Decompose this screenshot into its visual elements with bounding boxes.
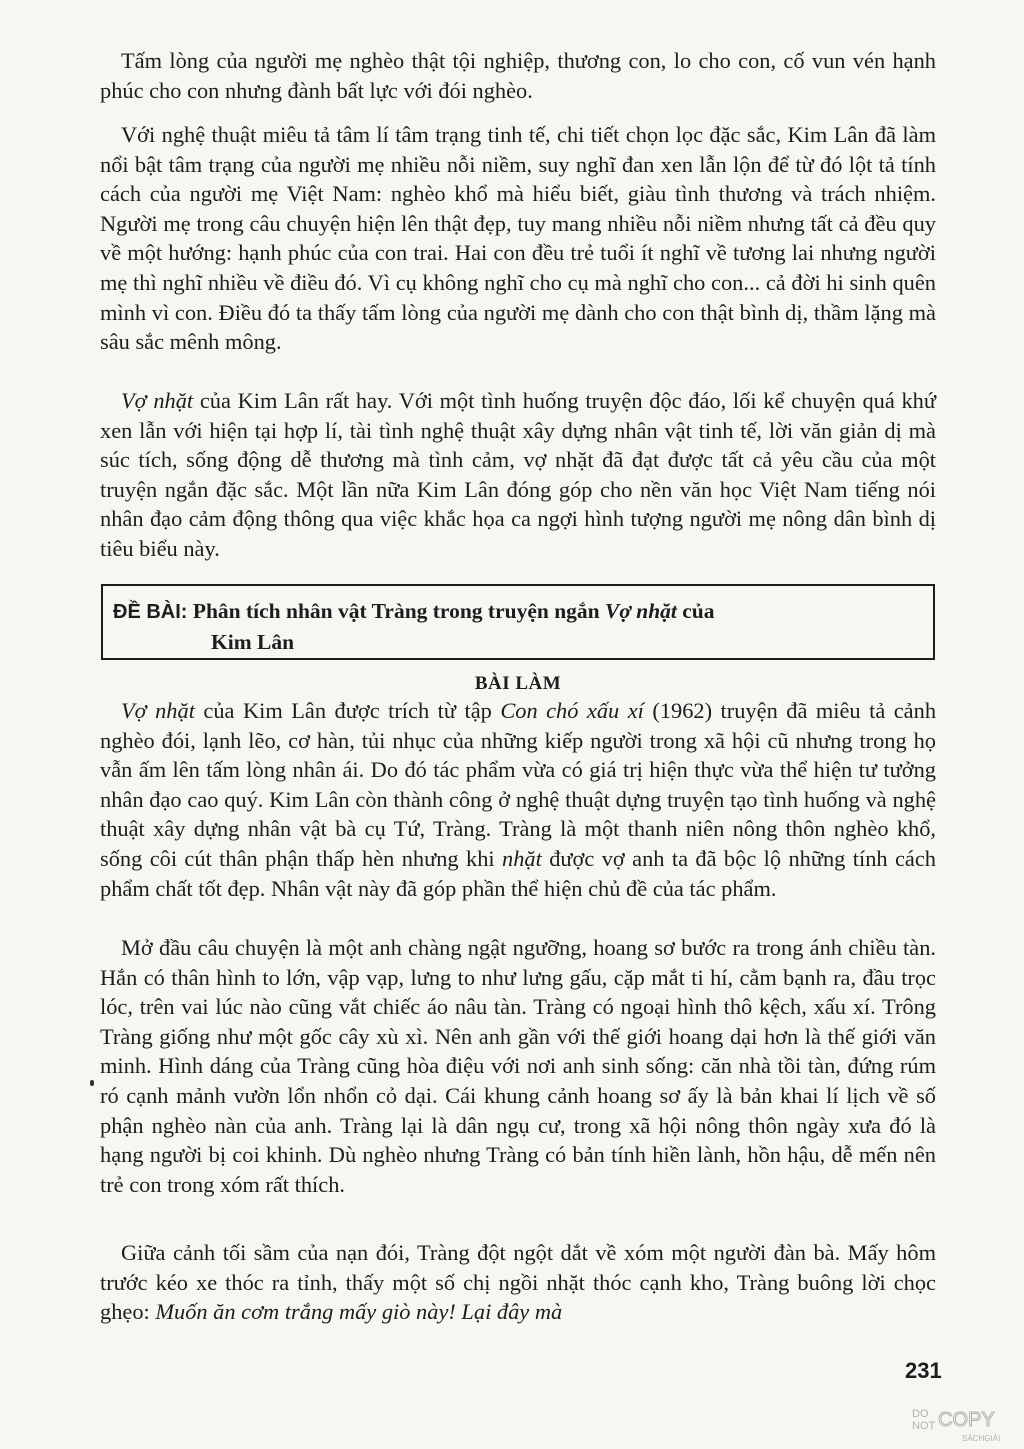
answer-paragraph-appearance (100, 933, 936, 1199)
page-number: 231 (905, 1358, 942, 1383)
prompt-text-part1: Phân tích nhân vật Tràng trong truyện ngắn (192, 599, 605, 623)
text-segment: của Kim Lân được trích từ tập (194, 698, 501, 723)
text-segment: (1962) truyện đã miêu tả cảnh nghèo đói, lạnh lẽo, cơ hàn, tủi nhục của những kiếp người trong xã hội cũ nhưng trong họ vẫn ấm lên tấm lòng nhân ái. Do đó tác phẩm vừa có giá trị hiện thực vừa thể hiện tư tưởng nhân đạo cao quý. Kim Lân còn thành công ở nghệ thuật dựng truyện tạo tình huống và nghệ thuật xây dựng nhân vật bà cụ Tứ, Tràng. Tràng là một thanh niên nông thôn nghèo khổ, sống côi cút thân phận thấp hèn nhưng khi (100, 698, 937, 871)
text-segment: Giữa cảnh tối sầm của nạn đói, Tràng đột ngột dắt về xóm một người đàn bà. Mấy hôm trước kéo xe thóc ra tỉnh, thấy một số chị ngồi nhặt thóc cạnh kho, Tràng buông lời chọc ghẹo: (100, 1240, 936, 1325)
watermark-brand: SÁCHGIẢI (962, 1434, 1001, 1443)
italic-text-segment: Muốn ăn cơm trắng mấy giò này! Lại đây mà (155, 1299, 563, 1325)
italic-text-segment: Vợ nhặt (121, 388, 194, 413)
paragraph-conclusion (100, 386, 936, 564)
text-segment: Với nghệ thuật miêu tả tâm lí tâm trạng tinh tế, chi tiết chọn lọc đặc sắc, Kim Lân đã làm nổi bật tâm trạng của người mẹ nhiều nỗi niềm, suy nghĩ đan xen lẫn lộn để từ đó lột tả tính cách của người mẹ Việt Nam: nghèo khổ mà hiểu biết, giàu tình thương và trách nhiệm. Người mẹ trong câu chuyện hiện lên thật đẹp, tuy mang nhiều nỗi niềm nhưng tất cả đều quy về một hướng: hạnh phúc của con trai. Hai con đều trẻ tuổi ít nghĩ về tương lai nhưng người mẹ thì nghĩ nhiều về điều đó. Vì cụ không nghĩ cho cụ mà nghĩ cho con... cả đời hi sinh quên mình vì con. Điều đó ta thấy tấm lòng của người mẹ dành cho con thật bình dị, thầm lặng mà sâu sắc mênh mông. (100, 122, 936, 355)
paragraph-mother-heart (100, 46, 936, 105)
text-segment: được vợ anh ta đã bộc lộ những tính cách phẩm chất tốt đẹp. Nhân vật này đã góp phần thể hiện chủ đề của tác phẩm. (100, 845, 937, 901)
assignment-prompt-box (101, 584, 935, 660)
watermark-logo (910, 1404, 1018, 1444)
text-segment: Mở đầu câu chuyện là một anh chàng ngật ngưỡng, hoang sơ bước ra trong ánh chiều tàn. Hắn có thân hình to lớn, vập vạp, lưng to như lưng gấu, cặp mắt ti hí, cằm bạnh ra, đầu trọc lóc, trên vai lúc nào cũng vắt chiếc áo nâu tàn. Tràng có ngoại hình thô kệch, xấu xí. Trông Tràng giống như một gốc cây xù xì. Nên anh gần với thế giới hoang dại hơn là thế giới văn minh. Hình dáng của Tràng cũng hòa điệu với nơi anh sinh sống: căn nhà tồi tàn, đứng rúm ró cạnh mảnh vườn lổn nhổn cỏ dại. Cái khung cảnh hoang sơ ấy là bản khai lí lịch về số phận nghèo nàn của anh. Tràng lại là dân ngụ cư, trong xã hội nông thôn ngày xưa đó là hạng người bị coi khinh. Dù nghèo nhưng Tràng có bản tính hiền lành, hồn hậu, dễ mến nên trẻ con trong xóm rất thích. (100, 935, 936, 1197)
watermark-not: NOT (912, 1420, 936, 1432)
prompt-author: Kim Lân (211, 630, 295, 654)
watermark-do: DO (912, 1408, 929, 1420)
text-segment: của Kim Lân rất hay. Với một tình huống truyện độc đáo, lối kể chuyện quá khứ xen lẫn với hiện tại hợp lí, tài tình nghệ thuật xây dựng nhân vật tinh tế, lời văn giản dị mà súc tích, sống động dễ thương mà tình cảm, vợ nhặt đã đạt được tất cả yêu cầu của một truyện ngắn đặc sắc. Một lần nữa Kim Lân đóng góp cho nền văn học Việt Nam tiếng nói nhân đạo cảm động thông qua việc khắc họa ca ngợi hình tượng người mẹ nông dân bình dị tiêu biểu này. (100, 388, 936, 561)
answer-paragraph-event (100, 1238, 936, 1327)
italic-text-segment: Vợ nhặt (121, 698, 195, 723)
watermark-copy: COPY (938, 1409, 995, 1431)
stray-ink-mark (90, 1080, 94, 1086)
prompt-text-part2: của (676, 599, 715, 623)
italic-text-segment: nhặt (502, 845, 542, 871)
prompt-work-title: Vợ nhặt (605, 599, 677, 623)
text-segment: Tấm lòng của người mẹ nghèo thật tội nghiệp, thương con, lo cho con, cố vun vén hạnh phúc cho con nhưng đành bất lực với đói nghèo. (100, 48, 936, 103)
paragraph-art-analysis (100, 120, 936, 357)
prompt-label: ĐỀ BÀI: (113, 601, 188, 623)
answer-paragraph-intro (100, 696, 936, 903)
assignment-prompt (113, 596, 923, 657)
section-heading: BÀI LÀM (474, 673, 562, 694)
italic-text-segment: Con chó xấu xí (500, 698, 644, 723)
